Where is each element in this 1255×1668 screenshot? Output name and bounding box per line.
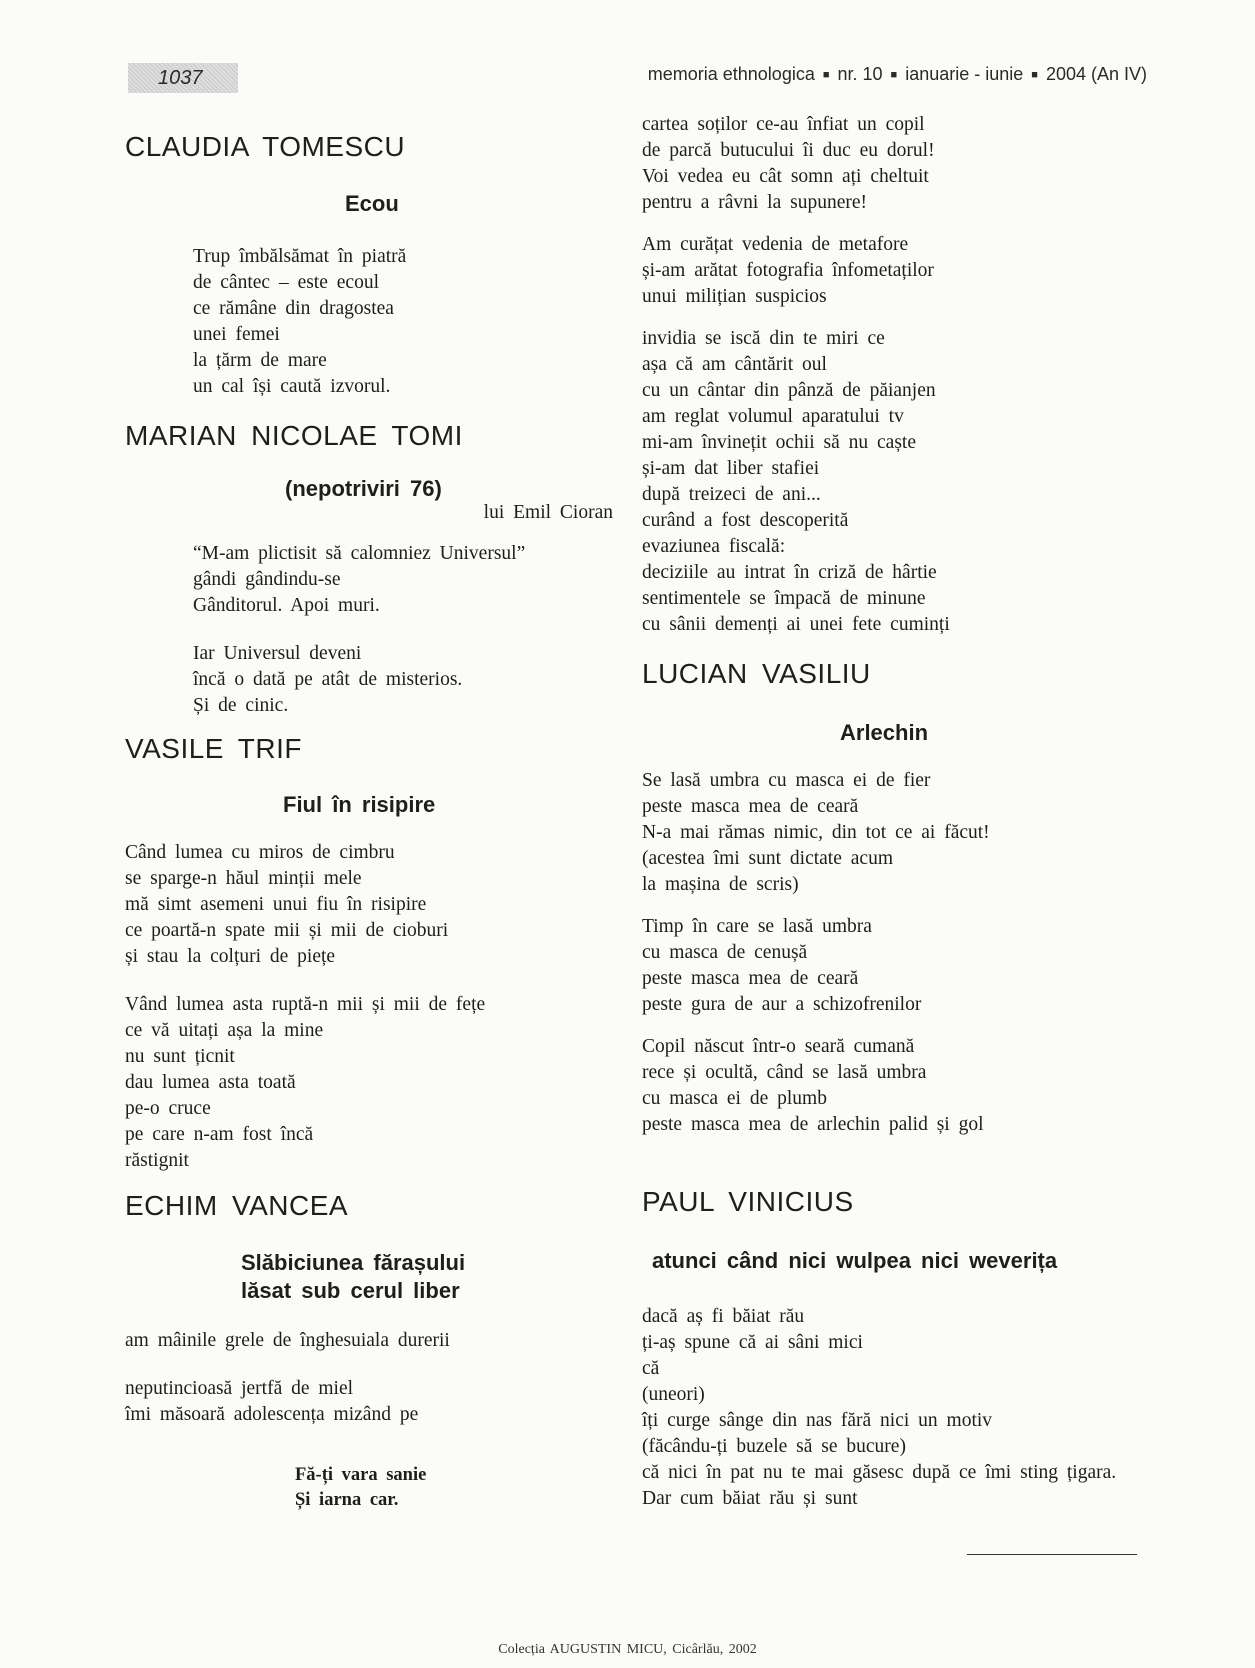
poem-line: peste masca mea de ceară [642, 796, 859, 817]
poem-stanza [125, 641, 625, 719]
poem-line: Voi vedea eu cât somn ați cheltuit [642, 166, 929, 187]
poem-line: nu sunt țicnit [125, 1046, 235, 1067]
poem-stanza [125, 244, 625, 400]
author-name: PAUL VINICIUS [642, 1186, 854, 1217]
poem-line: Gânditorul. Apoi muri. [193, 595, 380, 616]
poem-line: Trup îmbălsămat în piatră [193, 246, 407, 267]
poem-line: sentimentele se împacă de minune [642, 588, 926, 609]
poem-line: Și de cinic. [193, 695, 289, 716]
poem-line: de cântec – este ecoul [193, 272, 379, 293]
poem-line: Când lumea cu miros de cimbru [125, 842, 395, 863]
poem-line: Am curățat vedenia de metafore [642, 234, 909, 255]
poem-line: unui milițian suspicios [642, 286, 827, 307]
poem-line: am reglat volumul aparatului tv [642, 406, 904, 427]
poem-line: peste masca mea de arlechin palid și gol [642, 1114, 984, 1135]
poem-line: după treizeci de ani... [642, 484, 821, 505]
poem-line: Timp în care se lasă umbra [642, 916, 872, 937]
poem-stanza [642, 1034, 1162, 1138]
poem-line: (acestea îmi sunt dictate acum [642, 848, 893, 869]
poem-line: îmi măsoară adolescența mizând pe [125, 1404, 419, 1425]
poem-line: la țărm de mare [193, 350, 327, 371]
poem-title: Arlechin [840, 720, 929, 745]
poem-line: neputincioasă jertfă de miel [125, 1378, 354, 1399]
poem-line: că nici în pat nu te mai găsesc după ce îmi sting țigara. [642, 1462, 1117, 1483]
poem-stanza [125, 1376, 625, 1428]
poem-line: peste gura de aur a schizofrenilor [642, 994, 922, 1015]
poem-stanza [642, 232, 1162, 310]
separator-square: ■ [822, 69, 830, 81]
issue-period: ianuarie - iunie [905, 64, 1024, 84]
right-column [642, 112, 1162, 1512]
author-name: ECHIM VANCEA [125, 1190, 349, 1221]
issue-year: 2004 (An IV) [1045, 64, 1147, 84]
poem-line: ce vă uitați așa la mine [125, 1020, 324, 1041]
poem-line: Și iarna car. [295, 1490, 399, 1510]
poem-title: Slăbiciunea fărașului [241, 1250, 466, 1275]
poem-line: (făcându-ți buzele să se bucure) [642, 1436, 906, 1457]
poem-line: N-a mai rămas nimic, din tot ce ai făcut! [642, 822, 990, 843]
poem-line: cu masca ei de plumb [642, 1088, 827, 1109]
poem-line: cu masca de cenușă [642, 942, 808, 963]
poem-line: răstignit [125, 1150, 189, 1171]
poem-line: pentru a râvni la supunere! [642, 192, 867, 213]
poem-stanza [642, 326, 1162, 638]
separator-square: ■ [890, 69, 898, 81]
poem-line: gândi gândindu-se [193, 569, 341, 590]
poem-line: unei femei [193, 324, 280, 345]
poem-title-block [125, 1250, 625, 1304]
page-number: 1037 [128, 63, 238, 93]
poem-line: deciziile au intrat în criză de hârtie [642, 562, 937, 583]
poem-title: Ecou [345, 191, 399, 216]
poem-line: dau lumea asta toată [125, 1072, 296, 1093]
poem-stanza [125, 541, 625, 619]
poem-dedication: lui Emil Cioran [483, 502, 613, 523]
poem-line: ce rămâne din dragostea [193, 298, 394, 319]
journal-name: memoria ethnologica [647, 64, 815, 84]
poem-stanza [642, 112, 1162, 216]
poem-line: am mâinile grele de înghesuiala durerii [125, 1330, 450, 1351]
poem-epigraph [125, 1463, 625, 1513]
poem-line: evaziunea fiscală: [642, 536, 786, 557]
poem-line: încă o dată pe atât de misterios. [193, 669, 463, 690]
issue-number: nr. 10 [837, 64, 883, 84]
poem-line: Copil născut într-o seară cumană [642, 1036, 915, 1057]
poem-line: Vând lumea asta ruptă-n mii și mii de fețe [125, 994, 486, 1015]
poem-title: atunci când nici wulpea nici weverița [652, 1248, 1058, 1273]
poem-title: lăsat sub cerul liber [241, 1278, 460, 1303]
left-column [125, 116, 625, 1513]
author-name: CLAUDIA TOMESCU [125, 131, 406, 162]
poem-line: invidia se iscă din te miri ce [642, 328, 885, 349]
poem-line: de parcă butucului îi duc eu dorul! [642, 140, 935, 161]
separator-square: ■ [1031, 69, 1038, 81]
poem-stanza [642, 768, 1162, 898]
poem-line: rece și ocultă, când se lasă umbra [642, 1062, 927, 1083]
poem-line: cartea soților ce-au înfiat un copil [642, 114, 925, 135]
poem-line: “M-am plictisit să calomniez Universul” [193, 543, 526, 564]
poem-line: cu sânii demenți ai unei fete cuminți [642, 614, 950, 635]
poem-line: ce poartă-n spate mii și mii de cioburi [125, 920, 449, 941]
page-footer: Colecția AUGUSTIN MICU, Cicârlău, 2002 [498, 1642, 757, 1657]
poem-line: așa că am cântărit oul [642, 354, 827, 375]
poem-line: că [642, 1358, 660, 1379]
poem-stanza [125, 1328, 625, 1354]
poem-title: Fiul în risipire [283, 792, 436, 817]
author-name: LUCIAN VASILIU [642, 658, 871, 689]
poem-line: și stau la colțuri de piețe [125, 946, 336, 967]
poem-line: un cal își caută izvorul. [193, 376, 391, 397]
poem-line: Fă-ți vara sanie [295, 1465, 427, 1485]
poem-line: și-am arătat fotografia înfometaților [642, 260, 934, 281]
author-name: VASILE TRIF [125, 733, 302, 764]
poem-line: Se lasă umbra cu masca ei de fier [642, 770, 931, 791]
poem-line: și-am dat liber stafiei [642, 458, 820, 479]
poem-line: curând a fost descoperită [642, 510, 849, 531]
poem-line: ți-aș spune că ai sâni mici [642, 1332, 863, 1353]
continuation-rule [967, 1554, 1137, 1555]
poem-line: pe-o cruce [125, 1098, 211, 1119]
running-header [648, 64, 1147, 85]
poem-stanza [642, 1304, 1162, 1512]
poem-line: mi-am învinețit ochii să nu caște [642, 432, 916, 453]
poem-title: (nepotriviri 76) [285, 476, 442, 501]
poem-line: îți curge sânge din nas fără nici un motiv [642, 1410, 993, 1431]
poem-line: se sparge-n hăul minții mele [125, 868, 362, 889]
poem-line: la mașina de scris) [642, 874, 799, 895]
poem-line: Iar Universul deveni [193, 643, 362, 664]
author-name: MARIAN NICOLAE TOMI [125, 420, 463, 451]
poem-stanza [125, 840, 625, 970]
poem-stanza [125, 992, 625, 1174]
poem-line: Dar cum băiat rău și sunt [642, 1488, 858, 1509]
poem-line: peste masca mea de ceară [642, 968, 859, 989]
poem-line: (uneori) [642, 1384, 705, 1405]
poem-line: mă simt asemeni unui fiu în risipire [125, 894, 427, 915]
poem-stanza [642, 914, 1162, 1018]
poem-line: pe care n-am fost încă [125, 1124, 314, 1145]
poem-line: cu un cântar din pânză de păianjen [642, 380, 936, 401]
poem-line: dacă aș fi băiat rău [642, 1306, 805, 1327]
